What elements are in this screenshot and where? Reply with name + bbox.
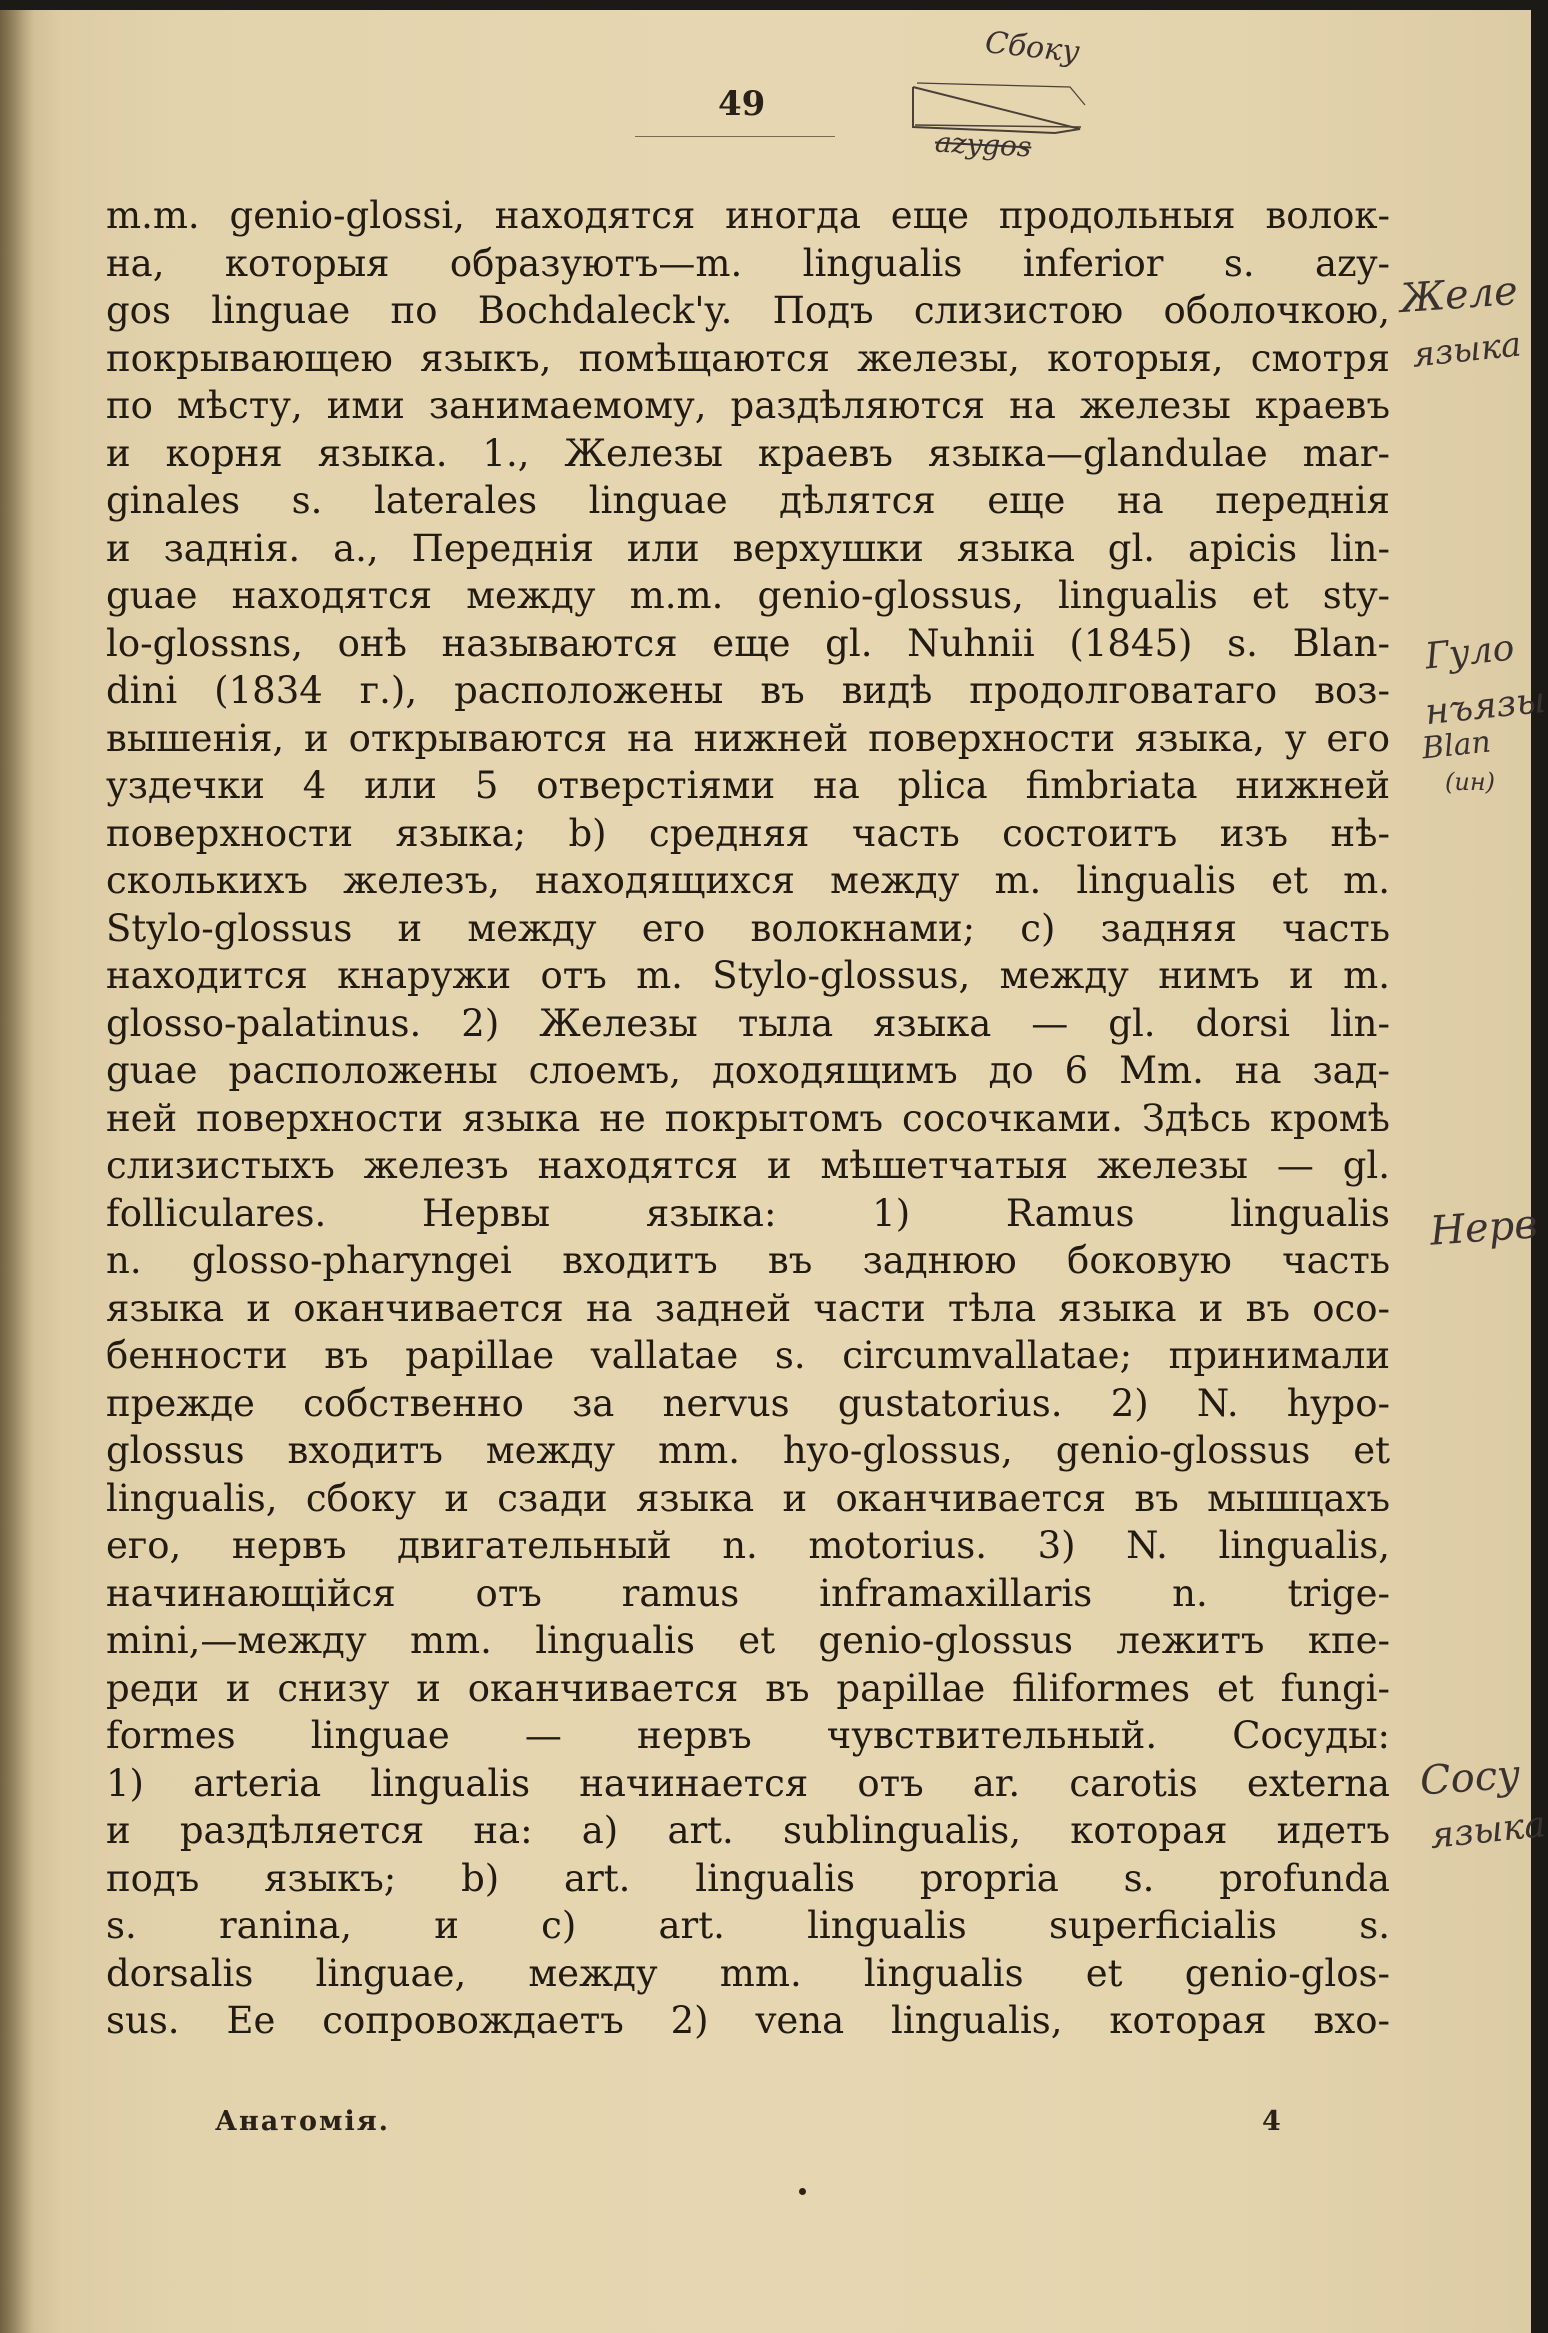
text-line: находится кнаружи отъ m. Stylo-glossus, между нимъ и m. xyxy=(106,954,1390,997)
handwritten-note-top-struck: azygos xyxy=(934,125,1033,164)
text-line: языка и оканчивается на задней части тѣла языка и въ осо- xyxy=(106,1286,1390,1330)
text-line: dorsalis linguae, между mm. lingualis et genio-glos- xyxy=(106,1951,1390,1995)
text-line: mini,—между mm. lingualis et genio-glossus лежитъ кпе- xyxy=(106,1619,1390,1662)
margin-note: Гуло xyxy=(1423,627,1517,678)
text-line: уздечки 4 или 5 отверстіями на plica fimbriata нижней xyxy=(106,764,1390,807)
handwritten-note-top: Сбоку xyxy=(983,25,1082,70)
text-line: реди и снизу и оканчивается въ papillae filiformes et fungi- xyxy=(106,1666,1390,1710)
text-line: Stylo-glossus и между его волокнами; c) задняя часть xyxy=(106,906,1390,950)
text-line: folliculares. Нервы языка: 1) Ramus lingualis xyxy=(106,1191,1390,1235)
margin-note: Сосу xyxy=(1418,1751,1522,1805)
ink-dot xyxy=(799,2188,806,2195)
page-number: 49 xyxy=(718,84,766,124)
text-line: lo-glossns, онѣ называются еще gl. Nuhnii (1845) s. Blan- xyxy=(106,621,1390,665)
text-line: guae расположены слоемъ, доходящимъ до 6 Mm. на зад- xyxy=(106,1049,1390,1092)
text-line: по мѣсту, ими занимаемому, раздѣляются на железы краевъ xyxy=(106,384,1390,427)
body-text xyxy=(106,192,1390,2045)
text-line: glosso-palatinus. 2) Железы тыла языка — gl. dorsi lin- xyxy=(106,1001,1390,1045)
text-line: formes linguae — нервъ чувствительный. Сосуды: xyxy=(106,1714,1390,1757)
text-line: и заднія. а., Переднія или верхушки языка gl. apicis lin- xyxy=(106,526,1390,570)
header-rule xyxy=(635,136,835,137)
margin-note: Желе xyxy=(1398,267,1520,323)
text-line: на, которыя образуютъ—m. lingualis inferior s. azy- xyxy=(106,241,1390,285)
text-line: поверхности языка; b) средняя часть состоитъ изъ нѣ- xyxy=(106,811,1390,855)
margin-note: языка xyxy=(1410,324,1524,376)
text-line: подъ языкъ; b) art. lingualis propria s. profunda xyxy=(106,1856,1390,1900)
text-line: бенности въ papillae vallatae s. circumvallatae; принимали xyxy=(106,1334,1390,1377)
text-line: и раздѣляется на: a) art. sublingualis, которая идетъ xyxy=(106,1809,1390,1852)
margin-note: Нерв xyxy=(1428,1201,1539,1255)
margin-note: Blan xyxy=(1420,724,1493,767)
text-line: m.m. genio-glossi, находятся иногда еще продольныя волок- xyxy=(106,194,1390,237)
text-line: s. ranina, и c) art. lingualis superficialis s. xyxy=(106,1904,1390,1947)
margin-note: нъязы xyxy=(1423,679,1548,734)
text-line: n. glosso-pharyngei входитъ въ заднюю боковую часть xyxy=(106,1239,1390,1282)
footer-signature-number: 4 xyxy=(1262,2106,1281,2137)
margin-note: (ин) xyxy=(1445,768,1495,796)
text-line: glossus входитъ между mm. hyo-glossus, genio-glossus et xyxy=(106,1429,1390,1472)
text-line: guae находятся между m.m. genio-glossus, lingualis et sty- xyxy=(106,574,1390,617)
text-line: lingualis, сбоку и сзади языка и оканчивается въ мышцахъ xyxy=(106,1476,1390,1520)
text-line: покрывающею языкъ, помѣщаются железы, которыя, смотря xyxy=(106,336,1390,380)
text-line: gos linguae по Bochdaleck'y. Подъ слизистою оболочкою, xyxy=(106,289,1390,332)
text-line: его, нервъ двигательный n. motorius. 3) N. lingualis, xyxy=(106,1524,1390,1567)
text-line: ginales s. laterales linguae дѣлятся еще на переднія xyxy=(106,479,1390,522)
text-line: прежде собственно за nervus gustatorius. 2) N. hypo- xyxy=(106,1381,1390,1425)
text-line: слизистыхъ железъ находятся и мѣшетчатыя железы — gl. xyxy=(106,1144,1390,1187)
book-page xyxy=(0,10,1548,2333)
text-line: dini (1834 г.), расположены въ видѣ продолговатаго воз- xyxy=(106,669,1390,712)
footer-book-title: Анатомія. xyxy=(215,2106,391,2137)
text-line: вышенія, и открываются на нижней поверхности языка, у его xyxy=(106,716,1390,760)
text-line: 1) arteria lingualis начинается отъ ar. carotis externa xyxy=(106,1761,1390,1805)
text-line: ней поверхности языка не покрытомъ сосочками. Здѣсь кромѣ xyxy=(106,1096,1390,1140)
text-line: сколькихъ железъ, находящихся между m. lingualis et m. xyxy=(106,859,1390,902)
text-line: и корня языка. 1., Железы краевъ языка—glandulae mar- xyxy=(106,431,1390,475)
margin-note: языка xyxy=(1428,1804,1548,1857)
text-line: начинающійся отъ ramus inframaxillaris n. trige- xyxy=(106,1571,1390,1615)
text-line: sus. Ее сопровождаетъ 2) vena lingualis, которая вхо- xyxy=(106,1999,1390,2042)
